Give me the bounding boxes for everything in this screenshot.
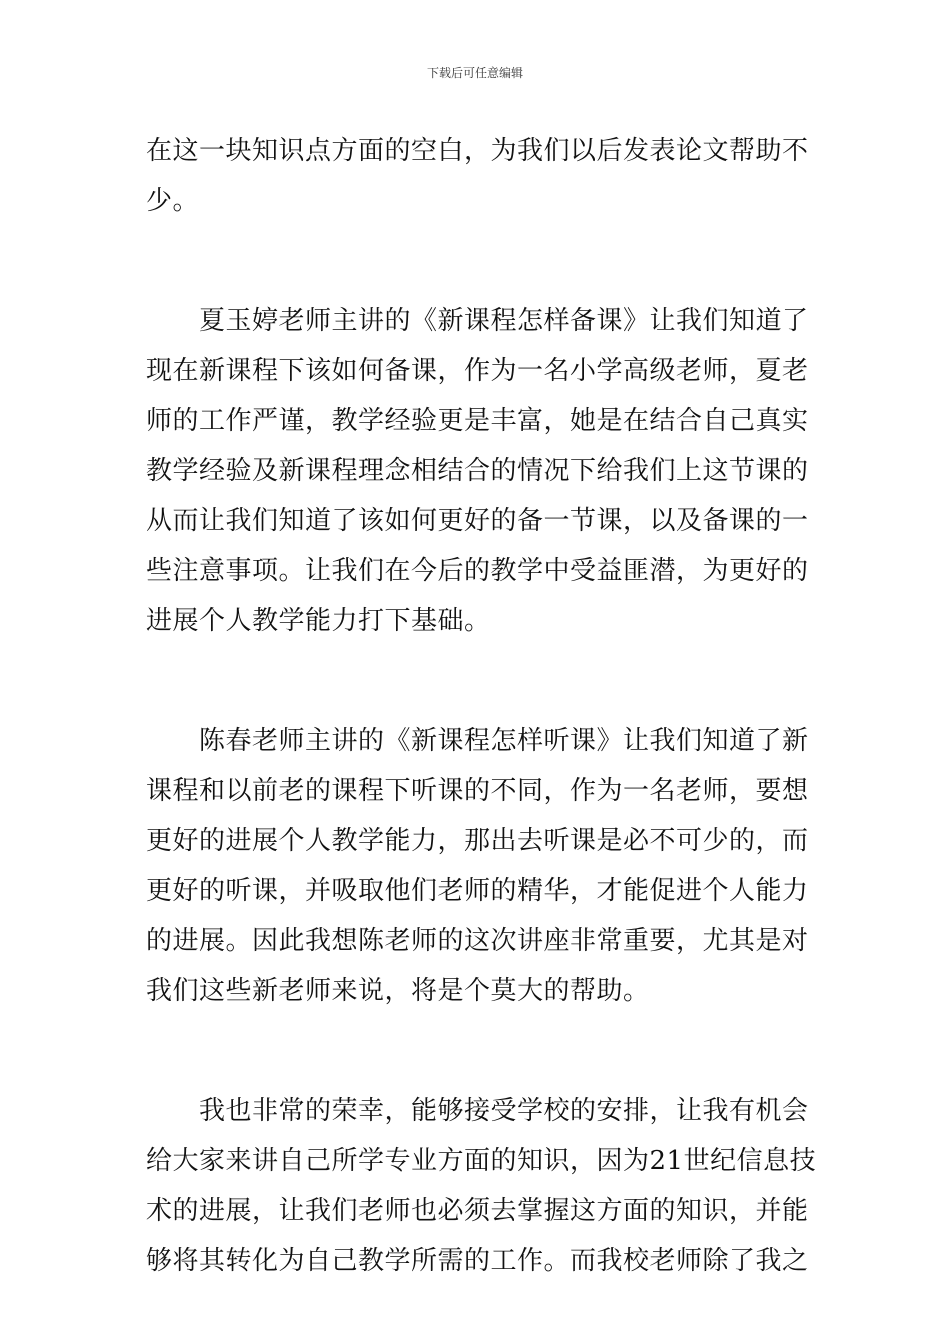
- text-line: 我们这些新老师来说，将是个莫大的帮助。: [146, 976, 650, 1006]
- text-line: 进展个人教学能力打下基础。: [146, 606, 491, 636]
- document-body: [146, 126, 817, 1286]
- text-line: 够将其转化为自己教学所需的工作。而我校老师除了我之: [146, 1246, 809, 1276]
- page-header: 下载后可任意编辑: [426, 66, 523, 80]
- text-line: 课程和以前老的课程下听课的不同，作为一名老师，要想: [146, 776, 809, 806]
- text-line: 陈春老师主讲的《新课程怎样听课》让我们知道了新: [146, 726, 809, 756]
- text-line: 术的进展，让我们老师也必须去掌握这方面的知识，并能: [146, 1196, 809, 1226]
- text-line: 的进展。因此我想陈老师的这次讲座非常重要，尤其是对: [146, 926, 809, 956]
- text-line: 给大家来讲自己所学专业方面的知识，因为21世纪信息技: [146, 1146, 817, 1176]
- text-line: 教学经验及新课程理念相结合的情况下给我们上这节课的: [146, 456, 809, 486]
- text-line: 些注意事项。让我们在今后的教学中受益匪潜，为更好的: [146, 556, 809, 586]
- paragraph: [146, 126, 810, 226]
- text-line: 夏玉婷老师主讲的《新课程怎样备课》让我们知道了: [146, 306, 809, 336]
- text-line: 少。: [146, 186, 200, 216]
- text-line: 更好的进展个人教学能力，那出去听课是必不可少的，而: [146, 826, 809, 856]
- text-line: 从而让我们知道了该如何更好的备一节课，以及备课的一: [146, 506, 809, 536]
- text-line: 我也非常的荣幸，能够接受学校的安排，让我有机会: [146, 1096, 809, 1126]
- paragraph: [146, 296, 810, 646]
- text-line: 在这一块知识点方面的空白，为我们以后发表论文帮助不: [146, 136, 809, 166]
- text-line: 师的工作严谨，教学经验更是丰富，她是在结合自己真实: [146, 406, 809, 436]
- paragraph: [146, 1086, 817, 1286]
- text-line: 现在新课程下该如何备课，作为一名小学高级老师，夏老: [146, 356, 809, 386]
- text-line: 更好的听课，并吸取他们老师的精华，才能促进个人能力: [146, 876, 809, 906]
- paragraph: [146, 716, 810, 1016]
